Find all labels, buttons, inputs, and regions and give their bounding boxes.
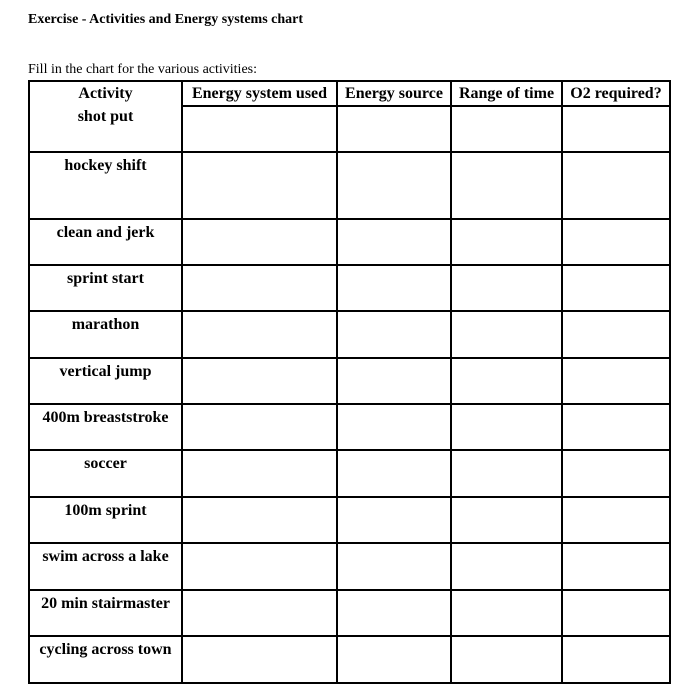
energy-source-input-cell[interactable]: [337, 590, 451, 636]
o2-required-input-cell[interactable]: [562, 311, 670, 358]
energy-system-input-cell[interactable]: [182, 106, 337, 152]
table-row: [29, 106, 670, 152]
energy-system-input-cell[interactable]: [182, 152, 337, 219]
header-range-of-time: Range of time: [451, 81, 562, 106]
o2-required-input-cell[interactable]: [562, 106, 670, 152]
o2-required-input-cell[interactable]: [562, 265, 670, 311]
header-energy-system-used: Energy system used: [182, 81, 337, 106]
table-row: [29, 219, 670, 265]
energy-source-input-cell[interactable]: [337, 543, 451, 590]
table-row: [29, 265, 670, 311]
activity-cell: cycling across town: [29, 636, 182, 683]
header-o2-required: O2 required?: [562, 81, 670, 106]
o2-required-input-cell[interactable]: [562, 404, 670, 450]
range-of-time-input-cell[interactable]: [451, 450, 562, 497]
table-row: [29, 636, 670, 683]
energy-systems-table: [28, 80, 671, 684]
energy-source-input-cell[interactable]: [337, 311, 451, 358]
activity-cell: 20 min stairmaster: [29, 590, 182, 636]
table-row: [29, 404, 670, 450]
energy-source-input-cell[interactable]: [337, 404, 451, 450]
o2-required-input-cell[interactable]: [562, 497, 670, 543]
o2-required-input-cell[interactable]: [562, 450, 670, 497]
range-of-time-input-cell[interactable]: [451, 590, 562, 636]
activity-cell: 400m breaststroke: [29, 404, 182, 450]
range-of-time-input-cell[interactable]: [451, 404, 562, 450]
activity-cell: swim across a lake: [29, 543, 182, 590]
activity-cell: shot put: [29, 106, 182, 152]
range-of-time-input-cell[interactable]: [451, 219, 562, 265]
header-activity: Activity: [29, 81, 182, 106]
range-of-time-input-cell[interactable]: [451, 152, 562, 219]
energy-system-input-cell[interactable]: [182, 358, 337, 404]
table-row: [29, 590, 670, 636]
range-of-time-input-cell[interactable]: [451, 358, 562, 404]
energy-source-input-cell[interactable]: [337, 106, 451, 152]
range-of-time-input-cell[interactable]: [451, 636, 562, 683]
energy-system-input-cell[interactable]: [182, 450, 337, 497]
o2-required-input-cell[interactable]: [562, 219, 670, 265]
energy-system-input-cell[interactable]: [182, 543, 337, 590]
table-row: [29, 543, 670, 590]
header-energy-source: Energy source: [337, 81, 451, 106]
o2-required-input-cell[interactable]: [562, 636, 670, 683]
energy-system-input-cell[interactable]: [182, 404, 337, 450]
energy-system-input-cell[interactable]: [182, 311, 337, 358]
activity-cell: 100m sprint: [29, 497, 182, 543]
energy-source-input-cell[interactable]: [337, 636, 451, 683]
instruction-text: Fill in the chart for the various activities:: [28, 62, 257, 77]
range-of-time-input-cell[interactable]: [451, 106, 562, 152]
table-row: [29, 450, 670, 497]
energy-source-input-cell[interactable]: [337, 450, 451, 497]
o2-required-input-cell[interactable]: [562, 543, 670, 590]
energy-source-input-cell[interactable]: [337, 152, 451, 219]
energy-source-input-cell[interactable]: [337, 358, 451, 404]
energy-system-input-cell[interactable]: [182, 590, 337, 636]
energy-system-input-cell[interactable]: [182, 219, 337, 265]
activity-cell: sprint start: [29, 265, 182, 311]
energy-source-input-cell[interactable]: [337, 219, 451, 265]
energy-system-input-cell[interactable]: [182, 265, 337, 311]
range-of-time-input-cell[interactable]: [451, 497, 562, 543]
activity-cell: soccer: [29, 450, 182, 497]
table-row: [29, 497, 670, 543]
o2-required-input-cell[interactable]: [562, 152, 670, 219]
table-row: [29, 152, 670, 219]
range-of-time-input-cell[interactable]: [451, 265, 562, 311]
table-row: [29, 311, 670, 358]
activity-cell: hockey shift: [29, 152, 182, 219]
energy-source-input-cell[interactable]: [337, 497, 451, 543]
o2-required-input-cell[interactable]: [562, 590, 670, 636]
o2-required-input-cell[interactable]: [562, 358, 670, 404]
energy-system-input-cell[interactable]: [182, 636, 337, 683]
activity-cell: clean and jerk: [29, 219, 182, 265]
energy-source-input-cell[interactable]: [337, 265, 451, 311]
page-title: Exercise - Activities and Energy systems chart: [28, 12, 304, 27]
table-row: [29, 358, 670, 404]
range-of-time-input-cell[interactable]: [451, 543, 562, 590]
activity-cell: marathon: [29, 311, 182, 358]
energy-system-input-cell[interactable]: [182, 497, 337, 543]
activity-cell: vertical jump: [29, 358, 182, 404]
range-of-time-input-cell[interactable]: [451, 311, 562, 358]
table-header-row: [29, 81, 670, 106]
